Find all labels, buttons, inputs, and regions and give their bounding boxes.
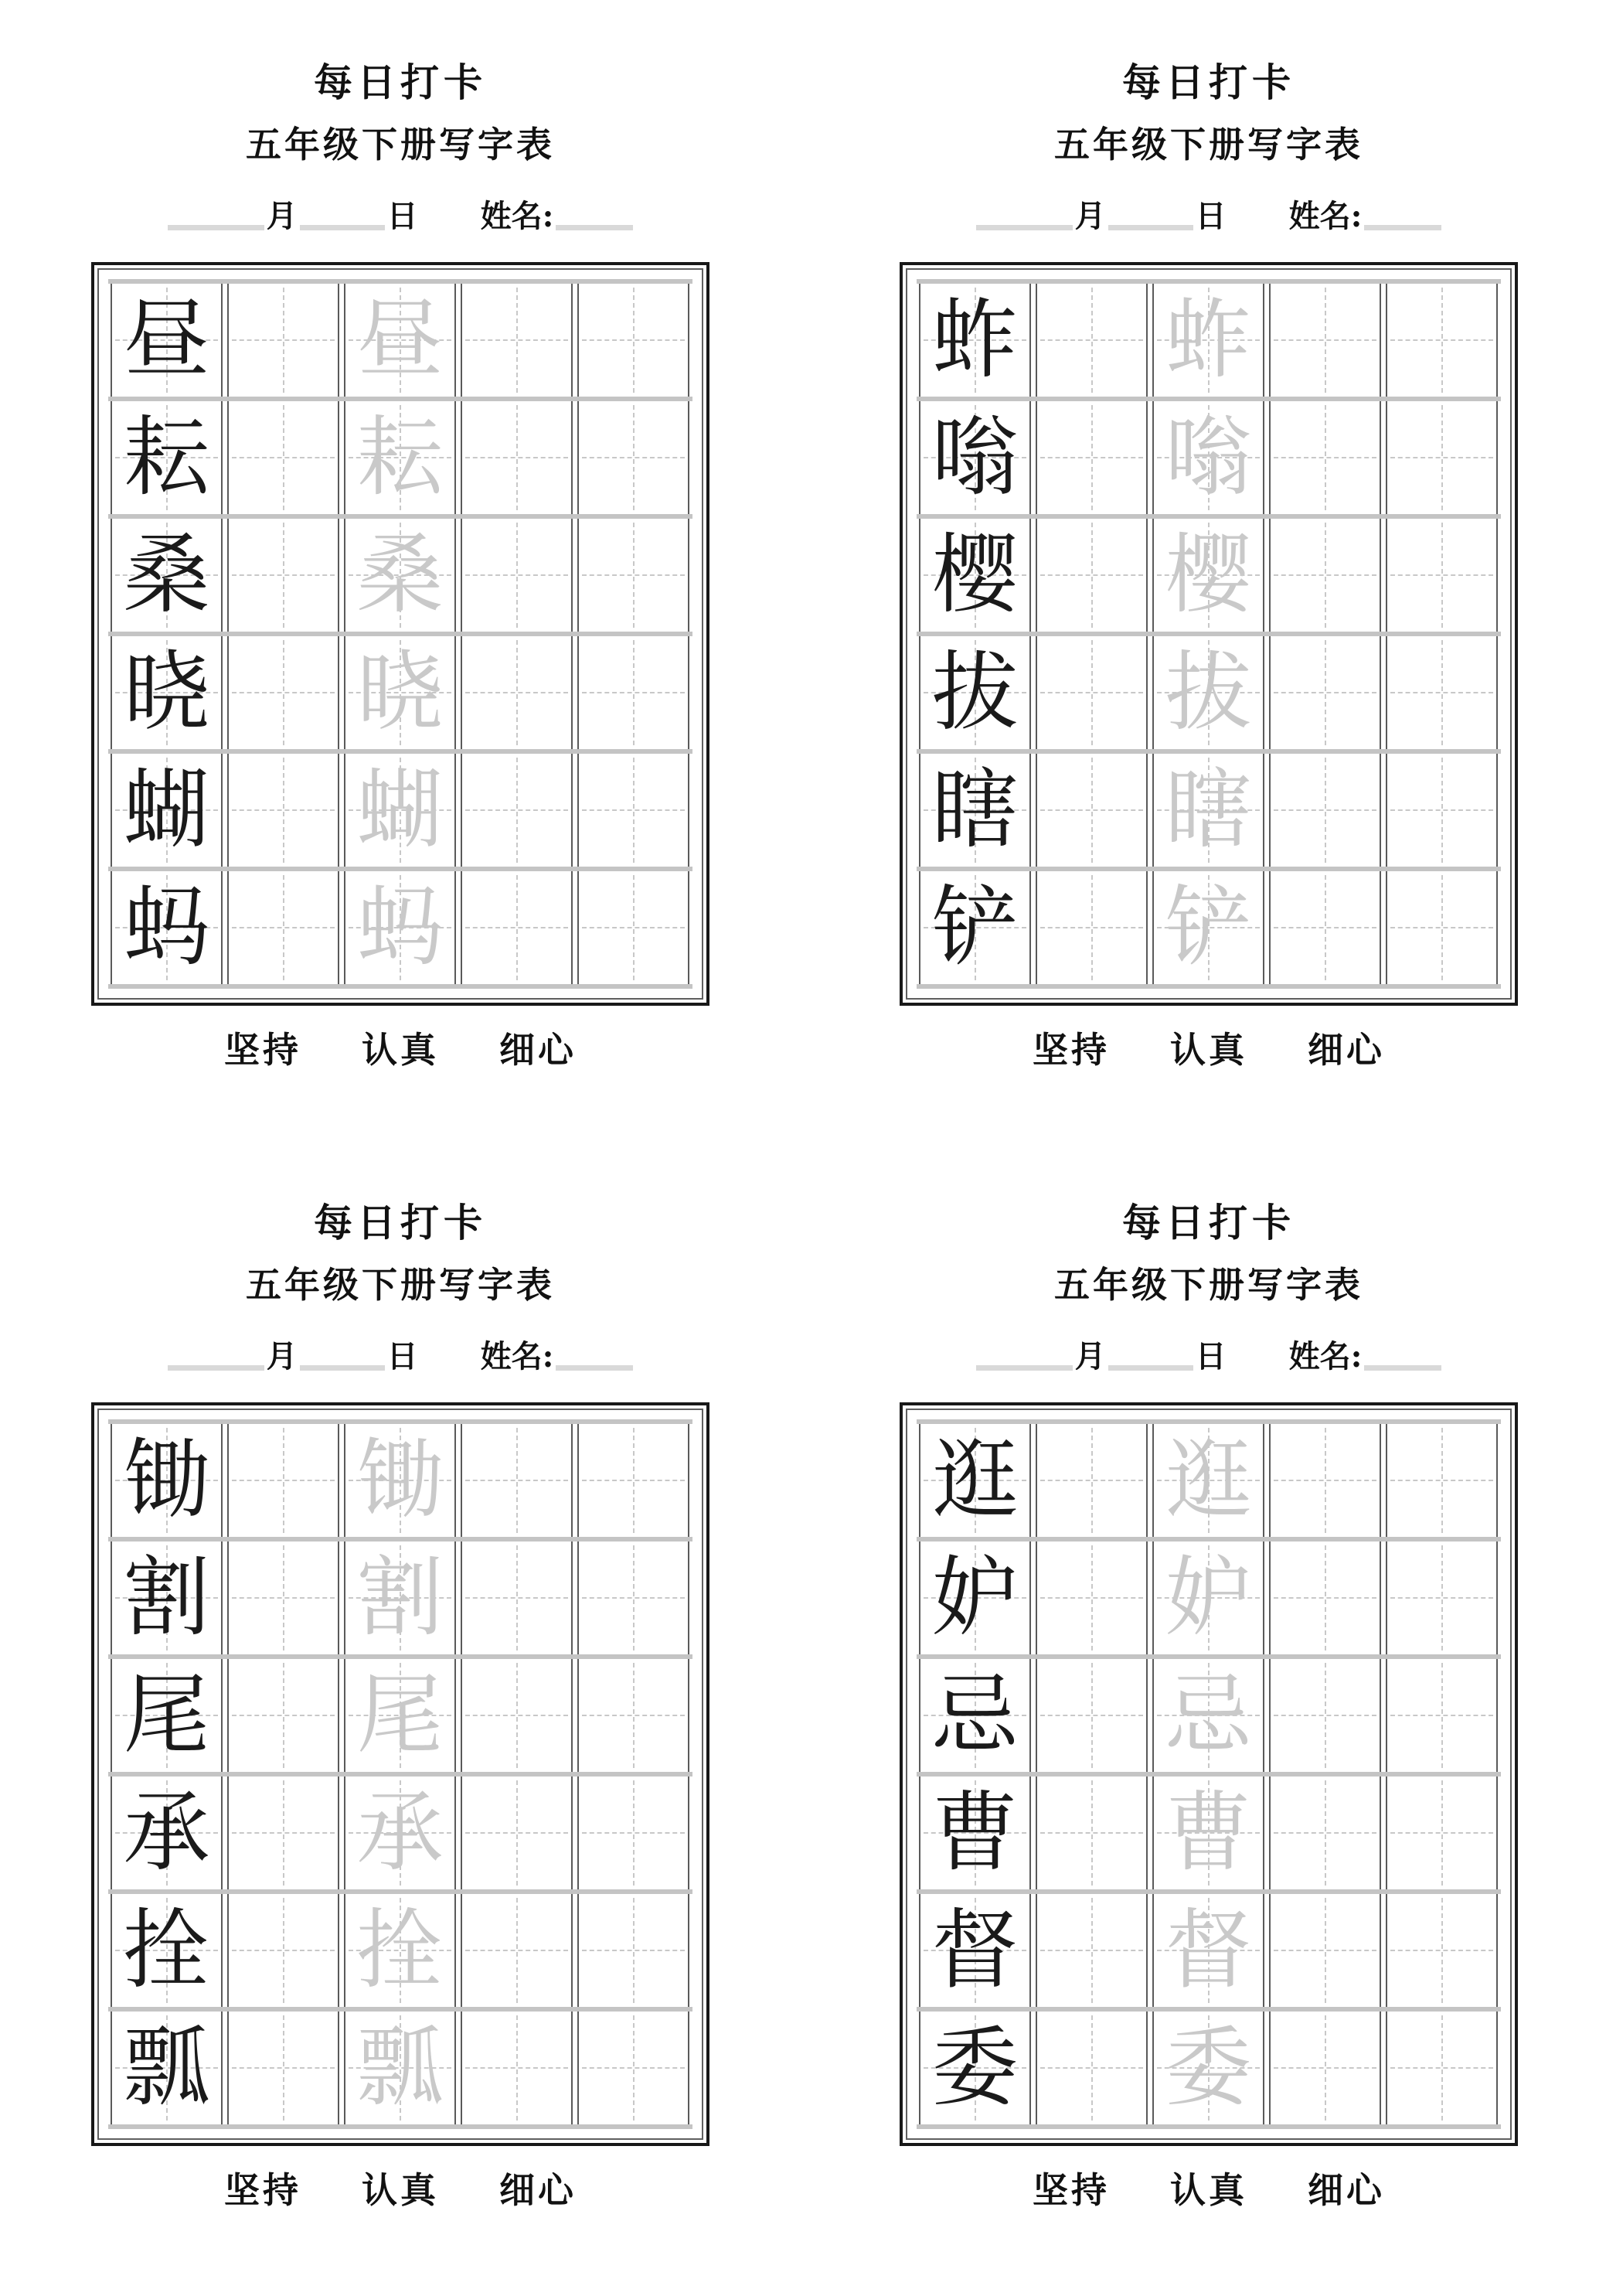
trace-char: 蚱	[1165, 290, 1252, 390]
model-char: 拔	[931, 642, 1019, 743]
trace-char-cell	[1152, 1659, 1264, 1772]
model-char: 耘	[123, 407, 210, 508]
empty-practice-cell	[577, 1894, 689, 2007]
empty-practice-cell	[227, 871, 339, 984]
empty-practice-cell	[227, 1424, 339, 1537]
trace-char: 承	[356, 1783, 444, 1883]
trace-char-cell	[1152, 1894, 1264, 2007]
date-name-line	[900, 192, 1518, 233]
grid-row	[917, 749, 1501, 867]
trace-char-cell	[344, 636, 456, 749]
empty-practice-cell	[1036, 1894, 1148, 2007]
model-char: 督	[931, 1900, 1019, 2001]
empty-practice-cell	[1386, 1777, 1498, 1889]
trace-char-cell	[344, 401, 456, 514]
trace-char: 曹	[1165, 1783, 1252, 1883]
trace-char: 锄	[356, 1430, 444, 1531]
panel-title: 每日打卡	[314, 1200, 487, 1245]
trace-char: 耘	[356, 407, 444, 508]
empty-practice-cell	[577, 871, 689, 984]
trace-char: 督	[1165, 1900, 1252, 2001]
empty-practice-cell	[461, 1777, 573, 1889]
model-char-cell	[919, 2012, 1031, 2124]
empty-practice-cell	[1386, 1424, 1498, 1537]
name-blank-line	[556, 225, 633, 230]
model-char-cell	[919, 1894, 1031, 2007]
empty-practice-cell	[577, 1541, 689, 1654]
empty-practice-cell	[461, 754, 573, 867]
name-blank-line	[556, 1365, 633, 1371]
name-blank-line	[1364, 225, 1441, 230]
empty-practice-cell	[1386, 2012, 1498, 2124]
grid-row	[917, 397, 1501, 514]
trace-char-cell	[344, 754, 456, 867]
grid-row	[108, 632, 692, 749]
empty-practice-cell	[227, 1894, 339, 2007]
month-blank-line	[168, 225, 264, 230]
name-label: 姓名:	[1288, 198, 1363, 234]
grid-row	[917, 632, 1501, 749]
practice-grid-frame	[91, 1402, 709, 2146]
model-char: 忌	[931, 1665, 1019, 1766]
motto-word: 细心	[1308, 2169, 1385, 2211]
grid-row	[108, 1537, 692, 1654]
motto-line	[900, 1029, 1518, 1071]
trace-char-cell	[344, 1659, 456, 1772]
trace-char-cell	[344, 871, 456, 984]
model-char-cell	[919, 1659, 1031, 1772]
empty-practice-cell	[1269, 1541, 1381, 1654]
practice-grid-inner-frame	[97, 268, 703, 1000]
grid-row	[108, 1419, 692, 1537]
panel-title: 每日打卡	[1122, 60, 1295, 105]
model-char-cell	[111, 1541, 223, 1654]
trace-char: 嗡	[1165, 407, 1252, 508]
empty-practice-cell	[577, 636, 689, 749]
trace-char-cell	[1152, 401, 1264, 514]
model-char: 曹	[931, 1783, 1019, 1883]
grid-row	[917, 2007, 1501, 2124]
name-label: 姓名:	[480, 1338, 554, 1375]
motto-line	[91, 1029, 709, 1071]
model-char: 铲	[931, 877, 1019, 978]
empty-practice-cell	[1386, 1541, 1498, 1654]
worksheet-panel-1	[91, 46, 709, 1071]
trace-char-cell	[1152, 2012, 1264, 2124]
day-blank-line	[1108, 225, 1193, 230]
grid-row	[917, 867, 1501, 984]
empty-practice-cell	[1036, 284, 1148, 397]
model-char: 晓	[123, 642, 210, 743]
empty-practice-cell	[1036, 2012, 1148, 2124]
worksheet-panel-4	[900, 1187, 1518, 2212]
empty-practice-cell	[1269, 1424, 1381, 1537]
empty-practice-cell	[1386, 401, 1498, 514]
date-name-line	[91, 192, 709, 233]
practice-grid	[917, 279, 1501, 989]
motto-word: 坚持	[1033, 1029, 1110, 1071]
model-char-cell	[919, 1424, 1031, 1537]
empty-practice-cell	[577, 1659, 689, 1772]
empty-practice-cell	[227, 1541, 339, 1654]
trace-char-cell	[1152, 1541, 1264, 1654]
empty-practice-cell	[577, 1777, 689, 1889]
practice-grid-inner-frame	[906, 268, 1512, 1000]
trace-char: 拔	[1165, 642, 1252, 743]
motto-word: 坚持	[224, 1029, 301, 1071]
empty-practice-cell	[1269, 284, 1381, 397]
trace-char: 桑	[356, 525, 444, 625]
grid-row	[917, 1889, 1501, 2007]
empty-practice-cell	[1036, 1424, 1148, 1537]
model-char: 桑	[123, 525, 210, 625]
motto-word: 认真	[362, 2169, 439, 2211]
motto-word: 坚持	[1033, 2169, 1110, 2211]
grid-row	[108, 867, 692, 984]
empty-practice-cell	[227, 519, 339, 632]
empty-practice-cell	[577, 519, 689, 632]
practice-grid-inner-frame	[906, 1409, 1512, 2140]
empty-practice-cell	[227, 1777, 339, 1889]
month-label: 月	[1074, 198, 1106, 234]
panel-subtitle: 五年级下册写字表	[1054, 124, 1363, 165]
empty-practice-cell	[1269, 871, 1381, 984]
empty-practice-cell	[1036, 754, 1148, 867]
motto-word: 认真	[1170, 1029, 1247, 1071]
model-char-cell	[111, 284, 223, 397]
panel-subtitle: 五年级下册写字表	[246, 1264, 555, 1306]
empty-practice-cell	[461, 2012, 573, 2124]
empty-practice-cell	[577, 2012, 689, 2124]
trace-char: 拴	[356, 1900, 444, 2001]
practice-grid-frame	[91, 262, 709, 1006]
model-char: 委	[931, 2018, 1019, 2118]
motto-line	[91, 2169, 709, 2212]
day-label: 日	[1195, 198, 1227, 234]
grid-row	[108, 1654, 692, 1772]
worksheet-panel-2	[900, 46, 1518, 1071]
model-char: 瞎	[931, 760, 1019, 860]
empty-practice-cell	[1269, 636, 1381, 749]
trace-char-cell	[1152, 1777, 1264, 1889]
month-label: 月	[1074, 1338, 1106, 1375]
model-char: 昼	[123, 290, 210, 390]
empty-practice-cell	[1036, 1777, 1148, 1889]
trace-char-cell	[1152, 519, 1264, 632]
grid-row	[108, 749, 692, 867]
empty-practice-cell	[1386, 871, 1498, 984]
empty-practice-cell	[227, 754, 339, 867]
model-char-cell	[919, 754, 1031, 867]
grid-row	[108, 1772, 692, 1889]
motto-line	[900, 2169, 1518, 2212]
trace-char-cell	[344, 1541, 456, 1654]
trace-char: 瞎	[1165, 760, 1252, 860]
panel-title: 每日打卡	[1122, 1200, 1295, 1245]
month-label: 月	[266, 1338, 298, 1375]
model-char: 妒	[931, 1548, 1019, 1648]
motto-word: 细心	[499, 2169, 577, 2211]
grid-row	[108, 279, 692, 397]
trace-char-cell	[344, 1894, 456, 2007]
empty-practice-cell	[1269, 401, 1381, 514]
model-char-cell	[919, 1541, 1031, 1654]
trace-char-cell	[344, 1424, 456, 1537]
empty-practice-cell	[1269, 519, 1381, 632]
trace-char: 蚂	[356, 877, 444, 978]
empty-practice-cell	[1386, 284, 1498, 397]
model-char: 樱	[931, 525, 1019, 625]
name-label: 姓名:	[1288, 1338, 1363, 1375]
model-char: 蚂	[123, 877, 210, 978]
empty-practice-cell	[1386, 636, 1498, 749]
trace-char: 逛	[1165, 1430, 1252, 1531]
practice-grid	[108, 279, 692, 989]
grid-row	[917, 1419, 1501, 1537]
name-label: 姓名:	[480, 198, 554, 234]
trace-char: 樱	[1165, 525, 1252, 625]
model-char-cell	[919, 401, 1031, 514]
empty-practice-cell	[1269, 1894, 1381, 2007]
empty-practice-cell	[1036, 636, 1148, 749]
worksheet-panel-3	[91, 1187, 709, 2212]
model-char: 割	[123, 1548, 210, 1648]
empty-practice-cell	[1269, 1659, 1381, 1772]
empty-practice-cell	[1269, 754, 1381, 867]
model-char-cell	[919, 871, 1031, 984]
empty-practice-cell	[461, 1659, 573, 1772]
empty-practice-cell	[1386, 754, 1498, 867]
practice-grid	[108, 1419, 692, 2129]
model-char: 瓢	[123, 2018, 210, 2118]
grid-row	[917, 1772, 1501, 1889]
day-blank-line	[1108, 1365, 1193, 1371]
empty-practice-cell	[227, 284, 339, 397]
date-name-line	[900, 1332, 1518, 1374]
trace-char: 铲	[1165, 877, 1252, 978]
panel-subtitle: 五年级下册写字表	[246, 124, 555, 165]
model-char-cell	[111, 1894, 223, 2007]
empty-practice-cell	[1036, 401, 1148, 514]
model-char-cell	[111, 871, 223, 984]
model-char-cell	[111, 1777, 223, 1889]
empty-practice-cell	[461, 871, 573, 984]
empty-practice-cell	[1269, 1777, 1381, 1889]
grid-row	[108, 514, 692, 632]
day-label: 日	[386, 1338, 418, 1375]
trace-char-cell	[344, 2012, 456, 2124]
model-char-cell	[919, 1777, 1031, 1889]
empty-practice-cell	[577, 401, 689, 514]
date-name-line	[91, 1332, 709, 1374]
empty-practice-cell	[227, 2012, 339, 2124]
empty-practice-cell	[461, 284, 573, 397]
trace-char: 割	[356, 1548, 444, 1648]
model-char-cell	[919, 284, 1031, 397]
trace-char-cell	[344, 519, 456, 632]
empty-practice-cell	[1269, 2012, 1381, 2124]
empty-practice-cell	[461, 1541, 573, 1654]
model-char: 尾	[123, 1665, 210, 1766]
day-label: 日	[386, 198, 418, 234]
grid-row	[917, 1654, 1501, 1772]
empty-practice-cell	[461, 519, 573, 632]
model-char: 承	[123, 1783, 210, 1883]
grid-row	[108, 1889, 692, 2007]
month-blank-line	[976, 225, 1073, 230]
empty-practice-cell	[1386, 519, 1498, 632]
trace-char: 蝴	[356, 760, 444, 860]
model-char-cell	[111, 1659, 223, 1772]
trace-char: 忌	[1165, 1665, 1252, 1766]
panel-subtitle: 五年级下册写字表	[1054, 1264, 1363, 1306]
month-label: 月	[266, 198, 298, 234]
empty-practice-cell	[1036, 519, 1148, 632]
empty-practice-cell	[461, 1894, 573, 2007]
empty-practice-cell	[577, 754, 689, 867]
practice-grid-inner-frame	[97, 1409, 703, 2140]
model-char: 逛	[931, 1430, 1019, 1531]
motto-word: 细心	[499, 1029, 577, 1071]
empty-practice-cell	[227, 401, 339, 514]
empty-practice-cell	[227, 1659, 339, 1772]
grid-row	[917, 1537, 1501, 1654]
model-char: 嗡	[931, 407, 1019, 508]
day-label: 日	[1195, 1338, 1227, 1375]
empty-practice-cell	[461, 401, 573, 514]
trace-char: 瓢	[356, 2018, 444, 2118]
motto-word: 坚持	[224, 2169, 301, 2211]
grid-row	[917, 279, 1501, 397]
empty-practice-cell	[1036, 871, 1148, 984]
empty-practice-cell	[1386, 1894, 1498, 2007]
model-char: 蝴	[123, 760, 210, 860]
motto-word: 细心	[1308, 1029, 1385, 1071]
model-char-cell	[919, 636, 1031, 749]
empty-practice-cell	[461, 1424, 573, 1537]
grid-row	[108, 2007, 692, 2124]
trace-char: 妒	[1165, 1548, 1252, 1648]
trace-char: 晓	[356, 642, 444, 743]
trace-char-cell	[344, 1777, 456, 1889]
practice-grid-frame	[900, 1402, 1518, 2146]
empty-practice-cell	[1386, 1659, 1498, 1772]
model-char: 锄	[123, 1430, 210, 1531]
trace-char-cell	[344, 284, 456, 397]
motto-word: 认真	[1170, 2169, 1247, 2211]
model-char-cell	[111, 401, 223, 514]
month-blank-line	[168, 1365, 264, 1371]
day-blank-line	[300, 225, 385, 230]
model-char: 拴	[123, 1900, 210, 2001]
month-blank-line	[976, 1365, 1073, 1371]
empty-practice-cell	[577, 1424, 689, 1537]
trace-char-cell	[1152, 636, 1264, 749]
panel-title: 每日打卡	[314, 60, 487, 105]
grid-row	[917, 514, 1501, 632]
trace-char: 昼	[356, 290, 444, 390]
empty-practice-cell	[227, 636, 339, 749]
trace-char-cell	[1152, 754, 1264, 867]
practice-grid-frame	[900, 262, 1518, 1006]
motto-word: 认真	[362, 1029, 439, 1071]
empty-practice-cell	[1036, 1659, 1148, 1772]
trace-char-cell	[1152, 284, 1264, 397]
model-char-cell	[111, 1424, 223, 1537]
practice-grid	[917, 1419, 1501, 2129]
trace-char-cell	[1152, 871, 1264, 984]
model-char-cell	[111, 2012, 223, 2124]
empty-practice-cell	[577, 284, 689, 397]
model-char-cell	[111, 636, 223, 749]
empty-practice-cell	[461, 636, 573, 749]
model-char: 蚱	[931, 290, 1019, 390]
model-char-cell	[111, 519, 223, 632]
day-blank-line	[300, 1365, 385, 1371]
model-char-cell	[919, 519, 1031, 632]
empty-practice-cell	[1036, 1541, 1148, 1654]
name-blank-line	[1364, 1365, 1441, 1371]
trace-char-cell	[1152, 1424, 1264, 1537]
trace-char: 委	[1165, 2018, 1252, 2118]
model-char-cell	[111, 754, 223, 867]
grid-row	[108, 397, 692, 514]
trace-char: 尾	[356, 1665, 444, 1766]
